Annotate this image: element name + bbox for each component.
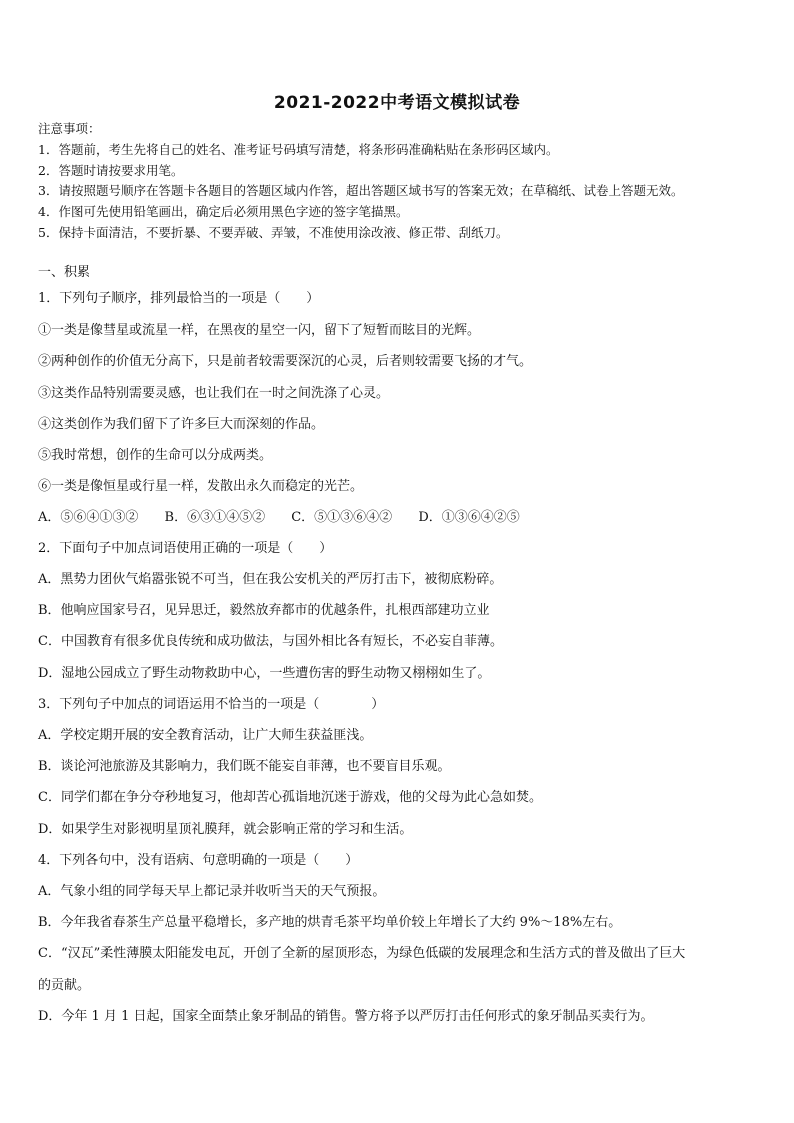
question-stem: 2．下面句子中加点词语使用正确的一项是（ ） [38, 541, 333, 556]
notice-heading: 注意事项： [38, 121, 101, 136]
option-d[interactable]: D．如果学生对影视明星顶礼膜拜，就会影响正常的学习和生活。 [38, 822, 413, 837]
option-a[interactable]: A．黑势力团伙气焰嚣张锐不可当，但在我公安机关的严厉打击下，被彻底粉碎。 [38, 572, 503, 587]
option-c[interactable]: C．“汉瓦”柔性薄膜太阳能发电瓦，开创了全新的屋顶形态，为绿色低碳的发展理念和生活方式的普及做出了巨大 [38, 946, 686, 961]
option-a[interactable]: A．学校定期开展的安全教育活动，让广大师生获益匪浅。 [38, 728, 373, 743]
question-stem: 1．下列句子顺序，排列最恰当的一项是（ ） [38, 291, 320, 306]
option-a[interactable]: A．气象小组的同学每天早上都记录并收听当天的天气预报。 [38, 884, 386, 899]
option-b[interactable]: B．⑥③①④⑤② [164, 510, 266, 525]
notice-item: 4．作图可先使用铅笔画出，确定后必须用黑色字迹的签字笔描黑。 [38, 204, 409, 219]
question-stem: 3．下列句子中加点的词语运用不恰当的一项是（ ） [38, 697, 385, 712]
option-c[interactable]: C．中国教育有很多优良传统和成功做法，与国外相比各有短长，不必妄自菲薄。 [38, 634, 503, 649]
sentence-item: ⑥一类是像恒星或行星一样，发散出永久而稳定的光芒。 [38, 479, 364, 494]
notice-item: 3．请按照题号顺序在答题卡各题目的答题区域内作答，超出答题区域书写的答案无效；在草稿纸、试卷上答题无效。 [38, 183, 684, 198]
notice-item: 2．答题时请按要求用笔。 [38, 163, 184, 178]
sentence-item: ④这类创作为我们留下了许多巨大而深刻的作品。 [38, 417, 325, 432]
sentence-item: ③这类作品特别需要灵感，也让我们在一时之间洗涤了心灵。 [38, 386, 390, 401]
question-stem: 4．下列各句中，没有语病、句意明确的一项是（ ） [38, 853, 359, 868]
option-b[interactable]: B．谈论河池旅游及其影响力，我们既不能妄自菲薄，也不要盲目乐观。 [38, 759, 451, 774]
sentence-item: ①一类是像彗星或流星一样，在黑夜的星空一闪，留下了短暂而眩目的光辉。 [38, 323, 481, 338]
option-b[interactable]: B．他响应国家号召，见异思迁，毅然放弃都市的优越条件，扎根西部建功立业 [38, 603, 490, 618]
page-title: 2021-2022中考语文模拟试卷 [273, 93, 521, 113]
options-row [38, 510, 542, 526]
section-heading: 一、积累 [38, 265, 91, 280]
option-c[interactable]: C．同学们都在争分夺秒地复习，他却苦心孤诣地沉迷于游戏，他的父母为此心急如焚。 [38, 790, 542, 805]
option-d[interactable]: D．今年 1 月 1 日起，国家全面禁止象牙制品的销售。警方将予以严厉打击任何形式的象牙制品买卖行为。 [38, 1009, 654, 1024]
sentence-item: ⑤我时常想，创作的生命可以分成两类。 [38, 448, 273, 463]
sentence-item: ②两种创作的价值无分高下，只是前者较需要深沉的心灵，后者则较需要飞扬的才气。 [38, 354, 533, 369]
option-a[interactable]: A．⑤⑥④①③② [38, 510, 139, 525]
option-d[interactable]: D．①③⑥④②⑤ [418, 510, 520, 525]
option-d[interactable]: D．湿地公园成立了野生动物救助中心，一些遭伤害的野生动物又栩栩如生了。 [38, 666, 491, 681]
notice-item: 1．答题前，考生先将自己的姓名、准考证号码填写清楚，将条形码准确粘贴在条形码区域内。 [38, 142, 559, 157]
option-b[interactable]: B．今年我省春茶生产总量平稳增长，多产地的烘青毛茶平均单价较上年增长了大约 9%～18%左右。 [38, 915, 622, 930]
option-c-continued: 的贡献。 [38, 978, 91, 993]
notice-item: 5．保持卡面清洁，不要折暴、不要弄破、弄皱，不准使用涂改液、修正带、刮纸刀。 [38, 225, 509, 240]
option-c[interactable]: C．⑤①③⑥④② [291, 510, 393, 525]
